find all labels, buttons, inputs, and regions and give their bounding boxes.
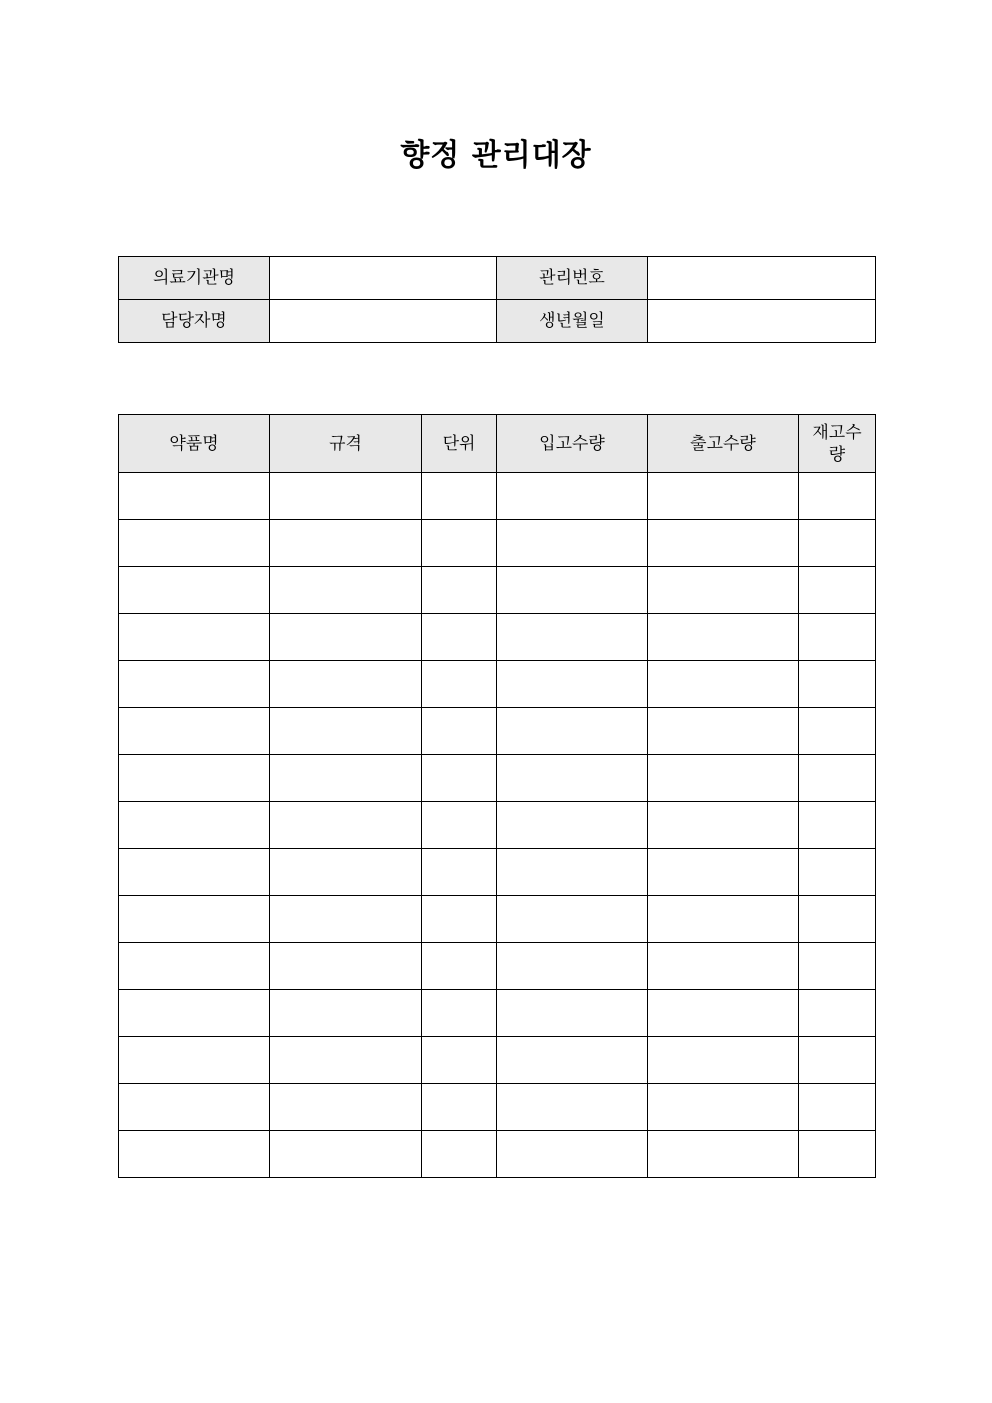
cell-drug-name[interactable] [119,849,270,896]
cell-unit[interactable] [422,1131,497,1178]
cell-stock-qty[interactable] [799,473,876,520]
info-row-2 [119,300,876,343]
cell-issued-qty[interactable] [648,896,799,943]
cell-spec[interactable] [270,661,422,708]
cell-drug-name[interactable] [119,1131,270,1178]
cell-received-qty[interactable] [497,614,648,661]
ledger-row [119,896,876,943]
manager-number-label: 관리번호 [497,257,648,300]
cell-issued-qty[interactable] [648,1084,799,1131]
cell-received-qty[interactable] [497,1037,648,1084]
cell-spec[interactable] [270,1131,422,1178]
info-table [118,256,876,343]
cell-received-qty[interactable] [497,567,648,614]
cell-unit[interactable] [422,520,497,567]
cell-stock-qty[interactable] [799,802,876,849]
col-header-drug-name: 약품명 [119,415,270,473]
cell-unit[interactable] [422,1037,497,1084]
ledger-table [118,414,876,1178]
cell-received-qty[interactable] [497,520,648,567]
cell-received-qty[interactable] [497,990,648,1037]
person-field[interactable] [270,300,497,343]
cell-issued-qty[interactable] [648,943,799,990]
cell-stock-qty[interactable] [799,990,876,1037]
cell-issued-qty[interactable] [648,614,799,661]
cell-stock-qty[interactable] [799,661,876,708]
cell-unit[interactable] [422,567,497,614]
institution-label: 의료기관명 [119,257,270,300]
cell-issued-qty[interactable] [648,755,799,802]
cell-drug-name[interactable] [119,614,270,661]
cell-unit[interactable] [422,473,497,520]
cell-spec[interactable] [270,520,422,567]
cell-drug-name[interactable] [119,1037,270,1084]
cell-received-qty[interactable] [497,661,648,708]
cell-spec[interactable] [270,1084,422,1131]
cell-issued-qty[interactable] [648,708,799,755]
cell-unit[interactable] [422,755,497,802]
cell-issued-qty[interactable] [648,802,799,849]
cell-issued-qty[interactable] [648,661,799,708]
cell-stock-qty[interactable] [799,943,876,990]
institution-field[interactable] [270,257,497,300]
cell-issued-qty[interactable] [648,473,799,520]
cell-drug-name[interactable] [119,990,270,1037]
cell-stock-qty[interactable] [799,896,876,943]
col-header-stock-qty: 재고수 량 [799,415,876,473]
cell-unit[interactable] [422,943,497,990]
cell-spec[interactable] [270,1037,422,1084]
person-label: 담당자명 [119,300,270,343]
cell-received-qty[interactable] [497,1131,648,1178]
col-header-received-qty: 입고수량 [497,415,648,473]
cell-received-qty[interactable] [497,708,648,755]
info-row-1 [119,257,876,300]
cell-drug-name[interactable] [119,708,270,755]
cell-drug-name[interactable] [119,1084,270,1131]
cell-spec[interactable] [270,755,422,802]
cell-unit[interactable] [422,614,497,661]
cell-drug-name[interactable] [119,520,270,567]
ledger-row [119,1131,876,1178]
ledger-row [119,802,876,849]
cell-drug-name[interactable] [119,567,270,614]
cell-unit[interactable] [422,896,497,943]
cell-unit[interactable] [422,802,497,849]
cell-stock-qty[interactable] [799,567,876,614]
ledger-row [119,567,876,614]
cell-stock-qty[interactable] [799,1084,876,1131]
ledger-row [119,755,876,802]
col-header-issued-qty: 출고수량 [648,415,799,473]
cell-spec[interactable] [270,473,422,520]
cell-drug-name[interactable] [119,755,270,802]
cell-stock-qty[interactable] [799,849,876,896]
ledger-row [119,708,876,755]
cell-stock-qty[interactable] [799,755,876,802]
cell-issued-qty[interactable] [648,1037,799,1084]
ledger-row [119,614,876,661]
cell-unit[interactable] [422,849,497,896]
cell-unit[interactable] [422,661,497,708]
cell-received-qty[interactable] [497,802,648,849]
cell-issued-qty[interactable] [648,567,799,614]
cell-drug-name[interactable] [119,661,270,708]
cell-spec[interactable] [270,990,422,1037]
ledger-row [119,849,876,896]
cell-stock-qty[interactable] [799,520,876,567]
manager-number-field[interactable] [648,257,876,300]
document-title: 향정 관리대장 [400,138,592,173]
ledger-body [119,473,876,1178]
cell-received-qty[interactable] [497,943,648,990]
ledger-row [119,661,876,708]
cell-unit[interactable] [422,990,497,1037]
cell-stock-qty[interactable] [799,1037,876,1084]
cell-unit[interactable] [422,708,497,755]
cell-issued-qty[interactable] [648,990,799,1037]
cell-spec[interactable] [270,896,422,943]
cell-issued-qty[interactable] [648,849,799,896]
cell-stock-qty[interactable] [799,1131,876,1178]
cell-stock-qty[interactable] [799,708,876,755]
cell-unit[interactable] [422,1084,497,1131]
ledger-row [119,520,876,567]
cell-drug-name[interactable] [119,802,270,849]
col-header-spec: 규격 [270,415,422,473]
cell-spec[interactable] [270,849,422,896]
birthdate-field[interactable] [648,300,876,343]
ledger-row [119,1084,876,1131]
birthdate-label: 생년월일 [497,300,648,343]
cell-spec[interactable] [270,708,422,755]
cell-spec[interactable] [270,614,422,661]
cell-spec[interactable] [270,567,422,614]
ledger-row [119,990,876,1037]
cell-spec[interactable] [270,943,422,990]
cell-received-qty[interactable] [497,755,648,802]
col-header-unit: 단위 [422,415,497,473]
cell-drug-name[interactable] [119,943,270,990]
cell-issued-qty[interactable] [648,520,799,567]
cell-received-qty[interactable] [497,896,648,943]
cell-spec[interactable] [270,802,422,849]
ledger-row [119,473,876,520]
cell-received-qty[interactable] [497,1084,648,1131]
cell-stock-qty[interactable] [799,614,876,661]
cell-issued-qty[interactable] [648,1131,799,1178]
cell-received-qty[interactable] [497,849,648,896]
ledger-row [119,1037,876,1084]
cell-drug-name[interactable] [119,896,270,943]
ledger-row [119,943,876,990]
cell-drug-name[interactable] [119,473,270,520]
cell-received-qty[interactable] [497,473,648,520]
ledger-header-row [119,415,876,473]
